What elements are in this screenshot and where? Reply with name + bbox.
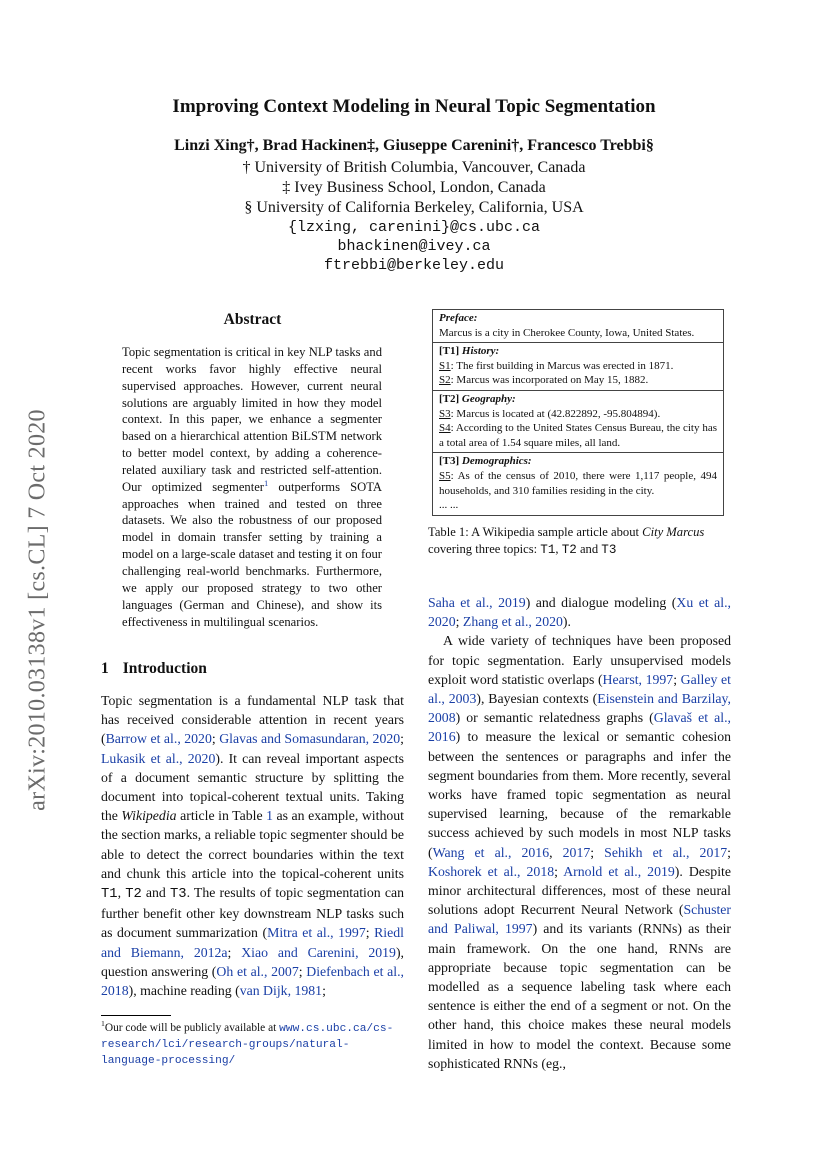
paragraph-continuation: Saha et al., 2019) and dialogue modeling (Xu et al., 2020; Zhang et al., 2020). <box>428 595 732 630</box>
table-sentence: S5: As of the census of 2010, there were 1,117 people, 494 households, and 310 families residing in the city. <box>439 469 717 497</box>
citation-link[interactable]: 2017 <box>562 844 591 860</box>
citation-link[interactable]: Zhang et al., 2020 <box>462 614 563 630</box>
abstract-text <box>122 344 382 630</box>
citation-link[interactable]: Xiao and Carenini, 2019 <box>241 944 396 960</box>
paragraph: A wide variety of techniques have been proposed for topic segmentation. Early unsupervised models exploit word statistic overlaps (Hearst, 1997; Galley et al., 2003), Bayesian contexts (Eisenstein and Barzilay, 2008) or semantic relatedness graphs (Glavaš et al., 2016) to measure the lexical or semantic cohesion between the sentences or paragraphs and infer the segment boundaries from them. More recently, several works have framed topic segmentation as neural supervised learning, because of the remarkable success achieved by such models in most NLP tasks (Wang et al., 2016, 2017; Sehikh et al., 2017; Koshorek et al., 2018; Arnold et al., 2019). Despite minor architectural differences, most of these neural solutions adopt Recurrent Neural Network (Schuster and Paliwal, 1997) and its variants (RNNs) as their main framework. On the one hand, RNNs are appropriate because topic segmentation can be modelled as a sequence labeling task where each sentence is either the end of a segment or not. On the other hand, this choice makes these neural models limited in how to model the context. Because some sophisticated RNNs (eg., <box>428 633 731 1071</box>
citation-link[interactable]: Glavas and Somasundaran, 2020 <box>219 731 401 747</box>
footnote-text: Our code will be publicly available at <box>104 1022 280 1034</box>
section-number: 1 <box>101 660 109 677</box>
table-sentence: S4: According to the United States Census Bureau, the city has a total area of 1.54 square miles, all land. <box>439 422 717 449</box>
preface-text: Marcus is a city in Cherokee County, Iowa, United States. <box>439 326 695 339</box>
table-section-t2: [T2] Geography: S3: Marcus is located at (42.822892, -95.804894). S4: According to the United States Census Bureau, the city has a total area of 1.54 square miles, all land. <box>433 390 723 452</box>
citation-link[interactable]: Xu et al., 2020 <box>428 595 732 630</box>
citation-link[interactable]: Sehikh et al., 2017 <box>604 844 728 860</box>
email-berkeley: ftrebbi@berkeley.edu <box>323 257 505 274</box>
citation-link[interactable]: Barrow et al., 2020 <box>105 731 212 747</box>
footnote-marker[interactable]: 1 <box>264 477 269 488</box>
citation-link[interactable]: van Dijk, 1981 <box>239 983 323 999</box>
citation-link[interactable]: Wang et al., 2016 <box>432 844 550 860</box>
right-column-text <box>428 593 731 1073</box>
citation-link[interactable]: Diefenbach et al., 2018 <box>101 963 404 999</box>
table-sentence: S1: The first building in Marcus was erected in 1871. <box>439 359 674 372</box>
citation-link[interactable]: Saha et al., 2019 <box>428 595 526 610</box>
abstract-text-part: Topic segmentation is critical in key NLP tasks and recent works favor highly effective neural supervised approaches. However, current neural solutions are arguably limited in how they model context. In this paper, we enhance a segmenter based on a hierarchical attention BiLSTM network to better model context, by adding a coherence-related auxiliary task and restricted self-attention. Our optimized segmenter <box>122 345 382 494</box>
email-ubc: {lzxing, carenini}@cs.ubc.ca <box>287 219 541 236</box>
footnote <box>101 1021 404 1070</box>
abstract-heading: Abstract <box>223 311 282 328</box>
citation-link[interactable]: Glavaš et al., 2016 <box>428 710 731 745</box>
table-ref-link[interactable]: 1 <box>266 808 273 824</box>
citation-link[interactable]: Galley et al., 2003 <box>428 671 731 707</box>
footnote-url-link[interactable]: www.cs.ubc.ca/cs-research/lci/research-groups/natural-language-processing/ <box>101 1023 394 1068</box>
citation-link[interactable]: Riedl and Biemann, 2012a <box>101 925 404 960</box>
affiliation-ubc: † University of British Columbia, Vancouver, Canada <box>242 159 586 176</box>
citation-link[interactable]: Lukasik et al., 2020 <box>101 750 216 766</box>
table-sentence: S2: Marcus was incorporated on May 15, 1882. <box>439 374 649 387</box>
citation-link[interactable]: Mitra et al., 1997 <box>267 925 366 941</box>
arxiv-sidebar <box>18 380 58 840</box>
table-preface <box>433 310 723 342</box>
footnote-number: 1 <box>101 1019 105 1029</box>
author-list: Linzi Xing†, Brad Hackinen‡, Giuseppe Carenini†, Francesco Trebbi§ <box>174 137 654 154</box>
table-sentence: S3: Marcus is located at (42.822892, -95.804894). <box>439 407 661 420</box>
citation-link[interactable]: Schuster and Paliwal, 1997 <box>428 902 731 937</box>
email-ivey: bhackinen@ivey.ca <box>337 238 491 255</box>
table-ellipsis: ... ... <box>439 499 459 512</box>
table-caption: Table 1: A Wikipedia sample article about City Marcus covering three topics: T1, T2 and T3 <box>428 525 705 557</box>
abstract-text-part: outperforms SOTA approaches when trained and tested on three datasets. We also the robustness of our proposed model in domain transfer setting by training a model on a large-scale dataset and testing it on four challenging real-world benchmarks. Furthermore, we apply our proposed strategy to two other languages (German and Chinese), and show its effectiveness in multilingual scenarios. <box>122 479 383 629</box>
citation-link[interactable]: Koshorek et al., 2018 <box>428 863 555 879</box>
section-heading <box>101 660 207 678</box>
intro-paragraph: Topic segmentation is a fundamental NLP task that has received considerable attention in recent years (Barrow et al., 2020; Glavas and Somasundaran, 2020; Lukasik et al., 2020). It can reveal important aspects of a document semantic structure by splitting the document into topical-coherent textual units. Taking the Wikipedia article in Table 1 as an example, without the section marks, a reliable topic segmenter should be able to detect the correct boundaries within the text and chunk this article into the topical-coherent units T1, T2 and T3. The results of topic segmentation can further benefit other key downstream NLP tasks such as document summarization (Mitra et al., 1997; Riedl and Biemann, 2012a; Xiao and Carenini, 2019), question answering (Oh et al., 2007; Diefenbach et al., 2018), machine reading (van Dijk, 1981; <box>101 693 404 999</box>
table-section-t1: [T1] History: S1: The first building in Marcus was erected in 1871. S2: Marcus was incorporated on May 15, 1882. <box>433 342 723 390</box>
paper-title: Improving Context Modeling in Neural Topic Segmentation <box>172 96 656 117</box>
preface-label: Preface: <box>439 312 478 324</box>
wikipedia-sample-table <box>432 309 724 516</box>
footnote-rule <box>101 1015 171 1016</box>
citation-link[interactable]: Arnold et al., 2019 <box>563 863 675 879</box>
section-title: Introduction <box>122 660 207 677</box>
affiliation-ivey: ‡ Ivey Business School, London, Canada <box>282 179 546 196</box>
citation-link[interactable]: Hearst, 1997 <box>602 671 674 687</box>
table-section-t3: [T3] Demographics: S5: As of the census of 2010, there were 1,117 people, 494 households, and 310 families residing in the city. ... ... <box>433 452 723 514</box>
citation-link[interactable]: Eisenstein and Barzilay, 2008 <box>428 691 731 726</box>
citation-link[interactable]: Oh et al., 2007 <box>216 963 299 979</box>
affiliation-berkeley: § University of California Berkeley, California, USA <box>244 199 584 216</box>
arxiv-identifier: arXiv:2010.03138v1 [cs.CL] 7 Oct 2020 <box>24 409 51 811</box>
